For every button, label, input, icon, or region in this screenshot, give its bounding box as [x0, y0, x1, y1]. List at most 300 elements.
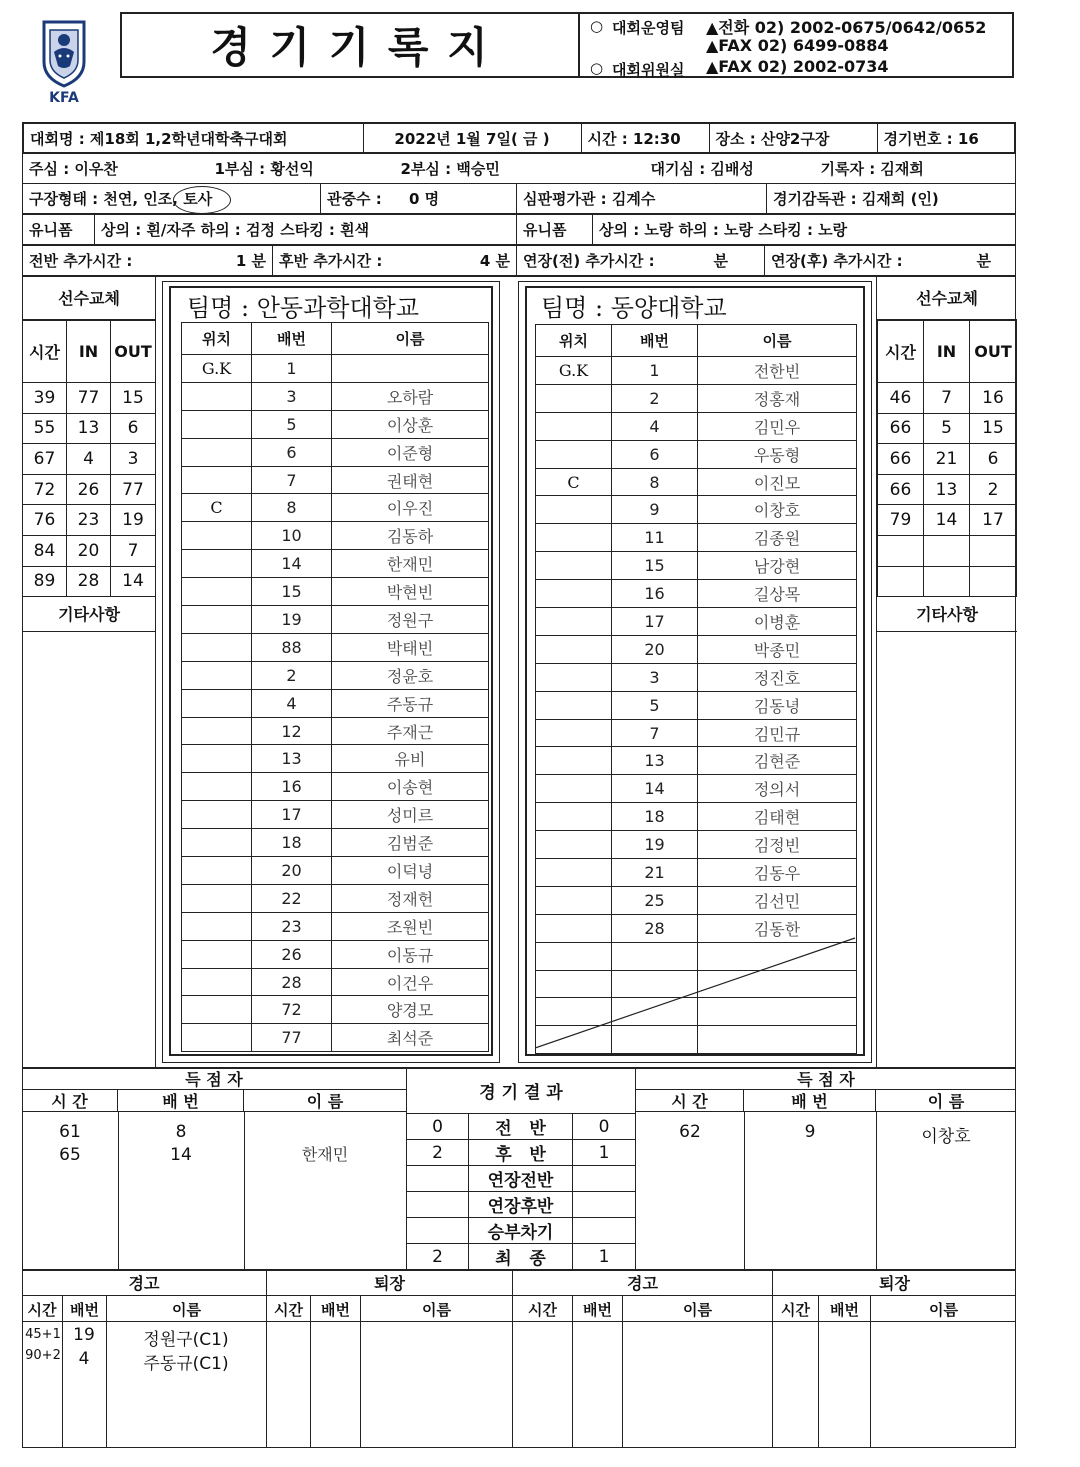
- player-name: 정홍재: [698, 384, 857, 412]
- scorer-a-time-1: 61: [59, 1122, 81, 1142]
- scorers-b-header-number: 배 번: [744, 1090, 876, 1112]
- player-number: 7: [252, 466, 332, 494]
- player-position: [536, 552, 612, 580]
- player-number: 17: [612, 608, 698, 636]
- uniform-a-label: 유니폼: [23, 215, 95, 245]
- sub-out: 14: [111, 566, 156, 597]
- sub-time: 79: [878, 505, 924, 536]
- table-row: [536, 496, 857, 524]
- player-position: C: [182, 494, 252, 522]
- table-row: [182, 661, 489, 689]
- player-name: 이덕녕: [332, 857, 489, 885]
- player-number: 2: [612, 384, 698, 412]
- player-number: 16: [612, 580, 698, 608]
- player-name: 유비: [332, 745, 489, 773]
- table-row: [878, 535, 1017, 566]
- table-row: [182, 940, 489, 968]
- player-name: 이병훈: [698, 608, 857, 636]
- table-row: [182, 578, 489, 606]
- sub-time: 84: [23, 535, 67, 566]
- player-position: [536, 691, 612, 719]
- uniform-a: 상의 : 흰/자주 하의 : 검정 스타킹 : 흰색: [95, 215, 517, 245]
- player-position: [536, 412, 612, 440]
- scorer-b-number-1: 9: [804, 1122, 816, 1142]
- player-name: 김현준: [698, 747, 857, 775]
- player-position: [536, 719, 612, 747]
- page-title: 경 기 기 록 지: [120, 12, 580, 78]
- player-position: [536, 747, 612, 775]
- away-score: [573, 1192, 636, 1218]
- table-row: [23, 413, 156, 444]
- et1-added-label: 연장(전) 추가시간 :: [517, 246, 685, 276]
- caution-a-header-number: 배번: [62, 1296, 106, 1322]
- player-name: 김태현: [698, 803, 857, 831]
- player-number: 5: [252, 410, 332, 438]
- table-row: [536, 635, 857, 663]
- sub-in: [924, 535, 970, 566]
- sendoff-b-header-name: 이름: [870, 1296, 1016, 1322]
- player-position: [182, 884, 252, 912]
- player-number: 15: [252, 578, 332, 606]
- kfa-emblem-icon: [38, 18, 90, 88]
- player-position: [536, 803, 612, 831]
- result-row-et2: [407, 1192, 636, 1218]
- player-position: [182, 996, 252, 1024]
- sub-out: 7: [111, 535, 156, 566]
- table-row: [182, 968, 489, 996]
- match-number: 경기번호 : 16: [877, 123, 1015, 153]
- period-label: 연장후반: [469, 1192, 573, 1218]
- caution-a-number-1: 19: [73, 1325, 95, 1345]
- caution-a-header-time: 시간: [27, 1300, 57, 1319]
- sub-in: 26: [67, 474, 111, 505]
- et2-added-label: 연장(후) 추가시간 :: [765, 246, 933, 276]
- team-b-header-number: 배번: [612, 325, 698, 357]
- table-row: [536, 775, 857, 803]
- sub-in: 5: [924, 413, 970, 444]
- sub-time: 66: [878, 444, 924, 475]
- team-a-header-number: 배번: [252, 323, 332, 355]
- sub-out: 19: [111, 505, 156, 536]
- scorer-a-number-2: 14: [170, 1145, 192, 1165]
- contact1-bullet: ○: [590, 17, 604, 35]
- table-row: [536, 524, 857, 552]
- scorers-b: [636, 1068, 1016, 1270]
- home-score: [407, 1218, 469, 1244]
- sub-time: [878, 535, 924, 566]
- team-b-title: 팀명 : 동양대학교: [541, 294, 727, 322]
- player-position: [536, 524, 612, 552]
- table-row: [182, 355, 489, 383]
- table-row: [536, 412, 857, 440]
- team-a-roster: [181, 322, 489, 1052]
- player-position: [536, 384, 612, 412]
- player-number: 16: [252, 773, 332, 801]
- subs-right-notes-title: 기타사항: [877, 596, 1017, 632]
- player-name: 정진호: [698, 663, 857, 691]
- sub-in: 20: [67, 535, 111, 566]
- table-row: [182, 1024, 489, 1052]
- kickoff-time: 시간 : 12:30: [581, 123, 709, 153]
- table-row: [182, 801, 489, 829]
- player-number: 8: [612, 468, 698, 496]
- player-position: [182, 606, 252, 634]
- table-row: [536, 719, 857, 747]
- player-number: 77: [252, 1024, 332, 1052]
- table-row: [182, 466, 489, 494]
- first-half-added-value: 1 분: [187, 246, 273, 276]
- sub-in: 4: [67, 444, 111, 475]
- sub-time: 39: [23, 383, 67, 414]
- uniform-table: [22, 214, 1016, 245]
- uniform-b: 상의 : 노랑 하의 : 노랑 스타킹 : 노랑: [593, 215, 1016, 245]
- team-a-panel: [162, 281, 500, 1063]
- team-a-header-position: 위치: [182, 323, 252, 355]
- caution-b-header-name: 이름: [622, 1296, 772, 1322]
- sub-out: 15: [111, 383, 156, 414]
- table-row: [878, 383, 1017, 414]
- player-name: 성미르: [332, 801, 489, 829]
- subs-left-notes-title: 기타사항: [22, 596, 156, 632]
- venue: 장소 : 산양2구장: [709, 123, 877, 153]
- player-position: [182, 466, 252, 494]
- sub-out: 15: [970, 413, 1017, 444]
- player-name: 정윤호: [332, 661, 489, 689]
- table-row: [23, 505, 156, 536]
- scorers-a: [22, 1068, 406, 1270]
- caution-b-title: 경고: [512, 1270, 772, 1296]
- pitch-table: [22, 183, 1016, 214]
- player-number: 20: [612, 635, 698, 663]
- sub-time: 66: [878, 413, 924, 444]
- referee: 주심 : 이우찬: [23, 154, 209, 184]
- scorers-b-header-name: 이 름: [876, 1090, 1016, 1112]
- table-row: [536, 803, 857, 831]
- player-number: 15: [612, 552, 698, 580]
- contact-box: [578, 12, 1014, 78]
- sub-in: [924, 566, 970, 597]
- away-score: 1: [573, 1244, 636, 1270]
- player-number: 11: [612, 524, 698, 552]
- home-score: [407, 1192, 469, 1218]
- first-half-added-label: 전반 추가시간 :: [23, 246, 187, 276]
- scorers-b-title: 득 점 자: [636, 1068, 1016, 1090]
- table-row: [182, 382, 489, 410]
- sub-in: 23: [67, 505, 111, 536]
- player-number: 10: [252, 522, 332, 550]
- player-number: 1: [252, 355, 332, 383]
- player-name: [332, 355, 489, 383]
- sendoff-a-header-number: 배번: [310, 1296, 360, 1322]
- table-row: [23, 444, 156, 475]
- player-name: 길상목: [698, 580, 857, 608]
- sub-time: 67: [23, 444, 67, 475]
- period-label: 최 종: [469, 1244, 573, 1270]
- scorer-a-time-2: 65: [59, 1145, 81, 1165]
- pitch-type-text: 구장형태 : 천연, 인조, 토사: [29, 190, 213, 208]
- player-position: [536, 608, 612, 636]
- subs-right-title: 선수교체: [877, 276, 1017, 320]
- sub-out: 6: [111, 413, 156, 444]
- sub-in: 28: [67, 566, 111, 597]
- kfa-logo-text: KFA: [49, 90, 79, 106]
- sub-out: [970, 566, 1017, 597]
- result-row-second-half: [407, 1140, 636, 1166]
- player-position: [182, 438, 252, 466]
- second-half-added-label: 후반 추가시간 :: [273, 246, 437, 276]
- player-number: 20: [252, 857, 332, 885]
- scorer-a-name-2: 한재민: [301, 1145, 349, 1164]
- sendoff-a-header-time: 시간: [266, 1296, 310, 1322]
- table-row: [536, 691, 857, 719]
- player-number: 9: [612, 496, 698, 524]
- table-row: [182, 410, 489, 438]
- second-half-added-value: 4 분: [437, 246, 517, 276]
- result-row-penalties: [407, 1218, 636, 1244]
- match-result: [406, 1068, 636, 1270]
- sendoff-b-header-number: 배번: [818, 1296, 870, 1322]
- contact1-fax: ▲FAX 02) 6499-0884: [706, 36, 889, 55]
- player-position: [536, 663, 612, 691]
- player-number: 25: [612, 886, 698, 914]
- away-score: 0: [573, 1114, 636, 1140]
- subs-right-table: [877, 320, 1017, 597]
- period-label: 연장전반: [469, 1166, 573, 1192]
- table-row: [878, 444, 1017, 475]
- player-number: 23: [252, 912, 332, 940]
- player-name: 박종민: [698, 635, 857, 663]
- player-number: 2: [252, 661, 332, 689]
- fourth-official: 대기심 : 김배성: [645, 154, 815, 184]
- contact1-phone: ▲전화 02) 2002-0675/0642/0652: [706, 18, 987, 37]
- player-name: 정재헌: [332, 884, 489, 912]
- player-name: 이창호: [698, 496, 857, 524]
- sub-out: 6: [970, 444, 1017, 475]
- player-name: 김동하: [332, 522, 489, 550]
- player-position: [182, 940, 252, 968]
- subs-left-header-in: IN: [67, 321, 111, 383]
- player-name: 김범준: [332, 829, 489, 857]
- player-name: 이우진: [332, 494, 489, 522]
- info-table: [22, 122, 1016, 154]
- table-row: [536, 747, 857, 775]
- away-score: 1: [573, 1140, 636, 1166]
- player-position: [182, 857, 252, 885]
- table-row: [23, 535, 156, 566]
- sub-out: 3: [111, 444, 156, 475]
- player-number: 4: [252, 689, 332, 717]
- player-name: 이송현: [332, 773, 489, 801]
- player-name: 우동형: [698, 440, 857, 468]
- table-row: [182, 438, 489, 466]
- team-b-panel: [518, 281, 872, 1063]
- sub-out: 2: [970, 474, 1017, 505]
- table-row: [182, 829, 489, 857]
- pitch-selected-circle: [173, 186, 231, 214]
- sub-out: 17: [970, 505, 1017, 536]
- caution-a-number-2: 4: [78, 1349, 90, 1369]
- sub-in: 13: [924, 474, 970, 505]
- sendoff-a-title: 퇴장: [266, 1270, 512, 1296]
- period-label: 후 반: [469, 1140, 573, 1166]
- contact2-bullet: ○: [590, 59, 604, 77]
- sub-time: 46: [878, 383, 924, 414]
- scorers-a-header-number: 배 번: [118, 1090, 244, 1112]
- player-position: [182, 745, 252, 773]
- player-name: 남강현: [698, 552, 857, 580]
- table-row: [878, 505, 1017, 536]
- player-position: [536, 831, 612, 859]
- table-row: [182, 689, 489, 717]
- subs-left-title: 선수교체: [22, 276, 156, 320]
- table-row: [536, 831, 857, 859]
- player-position: [182, 633, 252, 661]
- sub-out: [970, 535, 1017, 566]
- player-number: 6: [612, 440, 698, 468]
- discipline-headers: [22, 1296, 1016, 1322]
- player-number: 1: [612, 357, 698, 385]
- player-position: [182, 773, 252, 801]
- player-position: G.K: [536, 357, 612, 385]
- table-row: [536, 608, 857, 636]
- caution-a-header-name: 이름: [106, 1296, 266, 1322]
- player-name: 한재민: [332, 550, 489, 578]
- subs-left-table: [22, 320, 156, 597]
- player-name: 김종원: [698, 524, 857, 552]
- player-position: [536, 775, 612, 803]
- home-score: 2: [407, 1140, 469, 1166]
- et1-added-value: 분: [685, 246, 765, 276]
- sub-out: 16: [970, 383, 1017, 414]
- period-label: 전 반: [469, 1114, 573, 1140]
- contact2-label: 대회위원실: [612, 61, 685, 79]
- sub-in: 7: [924, 383, 970, 414]
- player-name: 박현빈: [332, 578, 489, 606]
- player-position: [182, 829, 252, 857]
- table-row: [182, 717, 489, 745]
- player-name: 이진모: [698, 468, 857, 496]
- player-number: 4: [612, 412, 698, 440]
- team-b-header-position: 위치: [536, 325, 612, 357]
- table-row: [23, 566, 156, 597]
- result-table: [406, 1113, 636, 1270]
- caution-a-title: 경고: [22, 1270, 266, 1296]
- player-number: 8: [252, 494, 332, 522]
- sub-time: 66: [878, 474, 924, 505]
- away-score: [573, 1218, 636, 1244]
- home-score: [407, 1166, 469, 1192]
- table-row: [536, 357, 857, 385]
- player-name: 김동녕: [698, 691, 857, 719]
- subs-left-header-out: OUT: [111, 321, 156, 383]
- player-position: [536, 496, 612, 524]
- team-b-header-name: 이름: [698, 325, 857, 357]
- player-name: 김민우: [698, 412, 857, 440]
- player-number: 14: [612, 775, 698, 803]
- caution-b-header-time: 시간: [512, 1296, 572, 1322]
- uniform-b-label: 유니폼: [517, 215, 593, 245]
- player-position: [536, 859, 612, 887]
- caution-a-name-1: 정원구(C1): [143, 1330, 229, 1350]
- table-row: [182, 912, 489, 940]
- scorer-b-name-1: 이창호: [921, 1127, 971, 1147]
- sub-time: 72: [23, 474, 67, 505]
- sendoff-b-header-time: 시간: [772, 1296, 818, 1322]
- player-number: 3: [252, 382, 332, 410]
- player-name: 정의서: [698, 775, 857, 803]
- table-row: [536, 468, 857, 496]
- table-row: [536, 886, 857, 914]
- team-a-title: 팀명 : 안동과학대학교: [187, 294, 419, 322]
- player-number: 7: [612, 719, 698, 747]
- player-number: 19: [612, 831, 698, 859]
- player-position: [536, 580, 612, 608]
- table-row: [536, 663, 857, 691]
- sendoff-b-title: 퇴장: [772, 1270, 1016, 1296]
- player-position: [182, 661, 252, 689]
- player-number: 72: [252, 996, 332, 1024]
- player-number: 3: [612, 663, 698, 691]
- subs-right-header-time: 시간: [878, 321, 924, 383]
- result-row-et1: [407, 1166, 636, 1192]
- et2-added-value: 분: [933, 246, 1016, 276]
- table-row: [878, 566, 1017, 597]
- contact1-label: 대회운영팀: [612, 19, 685, 37]
- table-row: [182, 996, 489, 1024]
- player-name: 이상훈: [332, 410, 489, 438]
- player-name: 이건우: [332, 968, 489, 996]
- player-position: [182, 968, 252, 996]
- home-score: 2: [407, 1244, 469, 1270]
- recorder: 기록자 : 김재희: [815, 154, 1016, 184]
- player-name: 김동한: [698, 914, 857, 942]
- player-name: 최석준: [332, 1024, 489, 1052]
- subs-left-header-time: 시간: [23, 321, 67, 383]
- assistant-referee-2: 2부심 : 백승민: [395, 154, 645, 184]
- player-number: 21: [612, 859, 698, 887]
- table-row: [182, 550, 489, 578]
- away-score: [573, 1166, 636, 1192]
- officials-table: [22, 153, 1016, 184]
- player-position: [536, 635, 612, 663]
- player-number: 12: [252, 717, 332, 745]
- player-number: 22: [252, 884, 332, 912]
- kfa-logo: [38, 18, 90, 110]
- table-row: [536, 384, 857, 412]
- spectators: [321, 184, 517, 214]
- player-name: 전한빈: [698, 357, 857, 385]
- player-position: C: [536, 468, 612, 496]
- table-row: [23, 474, 156, 505]
- player-name: 조원빈: [332, 912, 489, 940]
- scorers-a-header-name: 이 름: [244, 1090, 406, 1112]
- assistant-referee-1: 1부심 : 황선익: [209, 154, 395, 184]
- table-row: [182, 745, 489, 773]
- spectators-label: 관중수 :: [327, 190, 382, 208]
- table-row: [536, 580, 857, 608]
- table-row: [878, 474, 1017, 505]
- player-position: [182, 717, 252, 745]
- table-row: [23, 383, 156, 414]
- caution-b-header-number: 배번: [572, 1296, 622, 1322]
- player-position: [182, 912, 252, 940]
- subs-left-panel: [22, 276, 156, 1068]
- player-position: [182, 578, 252, 606]
- player-position: [182, 550, 252, 578]
- player-number: 5: [612, 691, 698, 719]
- sub-time: 89: [23, 566, 67, 597]
- sub-time: [878, 566, 924, 597]
